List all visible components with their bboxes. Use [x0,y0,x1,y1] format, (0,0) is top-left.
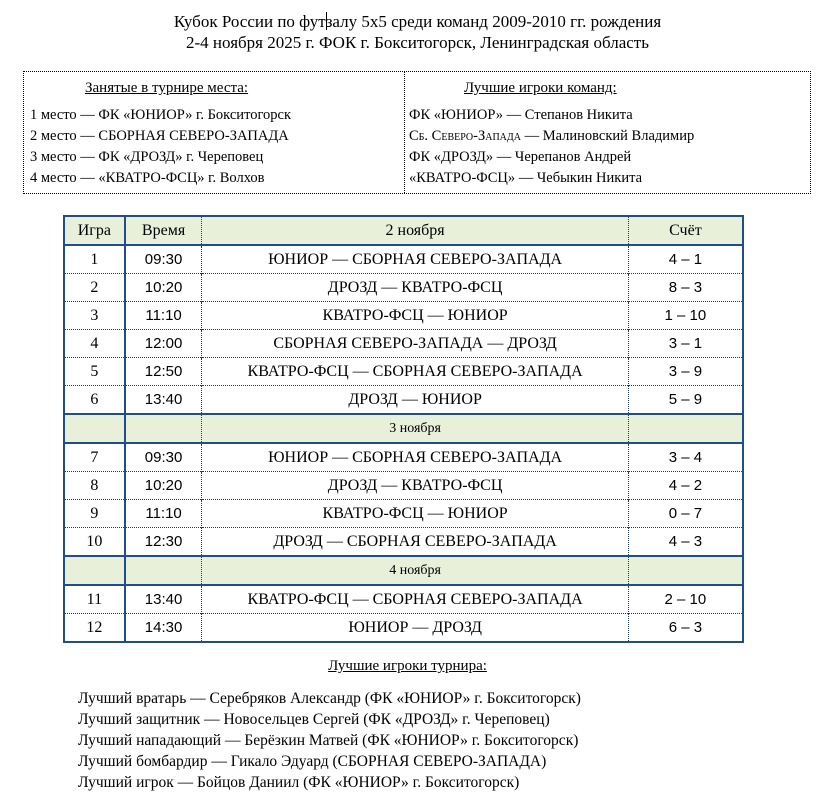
empty-cell [64,556,125,585]
schedule-body [64,245,743,642]
game-time: 09:30 [125,245,202,274]
game-match: СБОРНАЯ СЕВЕРО-ЗАПАДА — ДРОЗД [202,330,628,358]
table-row [64,245,743,274]
team-best-heading: Лучшие игроки команд: [464,80,617,96]
title-text-part: залу 5х5 среди команд 2009-2010 гг. рождения [325,12,662,31]
team-best-item [409,126,810,147]
player-name: — Чебыкин Никита [515,170,643,186]
game-number: 12 [64,614,125,643]
game-score: 0 – 7 [628,500,743,528]
document-title-line-1 [0,11,835,32]
award-item: Лучший бомбардир — Гикало Эдуард (СБОРНАЯ СЕВЕРО-ЗАПАДА) [78,753,547,770]
team-name: ФК «ДРОЗД» [409,149,494,165]
game-time: 10:20 [125,472,202,500]
player-name: — Степанов Никита [503,107,633,123]
date-separator-row [64,556,743,585]
game-match: ЮНИОР — СБОРНАЯ СЕВЕРО-ЗАПАДА [202,443,628,472]
game-number: 9 [64,500,125,528]
game-match: КВАТРО-ФСЦ — СБОРНАЯ СЕВЕРО-ЗАПАДА [202,585,628,614]
game-score: 5 – 9 [628,386,743,415]
table-header-row [64,216,743,245]
table-row [64,585,743,614]
game-number: 5 [64,358,125,386]
empty-cell [125,556,202,585]
title-text-part: Кубок России по фут [173,12,326,31]
places-section [24,72,405,193]
game-score: 4 – 2 [628,472,743,500]
table-row [64,614,743,643]
column-header-time: Время [125,216,202,245]
award-item: Лучший игрок — Бойцов Даниил (ФК «ЮНИОР» г. Бокситогорск) [78,774,520,791]
team-best-section [405,72,810,193]
game-number: 6 [64,386,125,415]
player-name: — Черепанов Андрей [493,149,632,165]
game-time: 12:50 [125,358,202,386]
game-number: 2 [64,274,125,302]
game-score: 2 – 10 [628,585,743,614]
game-match: КВАТРО-ФСЦ — ЮНИОР [202,302,628,330]
place-item: 3 место — ФК «ДРОЗД» г. Череповец [30,149,264,165]
place-item: 4 место — «КВАТРО-ФСЦ» г. Волхов [30,170,265,186]
table-row [64,358,743,386]
award-item: Лучший защитник — Новосельцев Сергей (ФК «ДРОЗД» г. Череповец) [78,711,550,728]
empty-cell [64,414,125,443]
table-row [64,443,743,472]
team-best-item [409,105,810,126]
schedule-table [63,215,744,643]
game-match: ДРОЗД — КВАТРО-ФСЦ [202,274,628,302]
game-number: 7 [64,443,125,472]
game-time: 12:30 [125,528,202,557]
game-time: 11:10 [125,500,202,528]
table-row [64,500,743,528]
game-score: 8 – 3 [628,274,743,302]
award-item: Лучший вратарь — Серебряков Александр (ФК «ЮНИОР» г. Бокситогорск) [78,690,581,707]
team-best-item [409,147,810,168]
game-time: 11:10 [125,302,202,330]
game-score: 4 – 1 [628,245,743,274]
game-time: 13:40 [125,585,202,614]
game-number: 10 [64,528,125,557]
game-match: ЮНИОР — ДРОЗД [202,614,628,643]
table-row [64,274,743,302]
column-header-date: 2 ноября [202,216,628,245]
table-row [64,472,743,500]
game-score: 4 – 3 [628,528,743,557]
game-time: 13:40 [125,386,202,415]
game-match: ДРОЗД — КВАТРО-ФСЦ [202,472,628,500]
place-item: 1 место — ФК «ЮНИОР» г. Бокситогорск [30,107,292,123]
team-name: «КВАТРО-ФСЦ» [409,170,516,186]
game-match: ЮНИОР — СБОРНАЯ СЕВЕРО-ЗАПАДА [202,245,628,274]
table-row [64,386,743,415]
team-name: Сб. Северо-Запада [409,128,521,144]
game-match: ДРОЗД — СБОРНАЯ СЕВЕРО-ЗАПАДА [202,528,628,557]
table-row [64,302,743,330]
game-match: КВАТРО-ФСЦ — ЮНИОР [202,500,628,528]
game-time: 09:30 [125,443,202,472]
date-label: 3 ноября [202,414,628,443]
place-item: 2 место — СБОРНАЯ СЕВЕРО-ЗАПАДА [30,128,289,144]
game-score: 3 – 9 [628,358,743,386]
game-match: ДРОЗД — ЮНИОР [202,386,628,415]
game-score: 3 – 1 [628,330,743,358]
game-number: 1 [64,245,125,274]
game-time: 14:30 [125,614,202,643]
team-best-item [409,168,810,189]
team-name: ФК «ЮНИОР» [409,107,503,123]
game-match: КВАТРО-ФСЦ — СБОРНАЯ СЕВЕРО-ЗАПАДА [202,358,628,386]
game-time: 12:00 [125,330,202,358]
document-title-line-2: 2-4 ноября 2025 г. ФОК г. Бокситогорск, Ленинградская область [186,33,649,52]
column-header-score: Счёт [628,216,743,245]
date-separator-row [64,414,743,443]
game-score: 1 – 10 [628,302,743,330]
tournament-best-section [0,656,835,791]
game-number: 11 [64,585,125,614]
date-label: 4 ноября [202,556,628,585]
empty-cell [125,414,202,443]
game-time: 10:20 [125,274,202,302]
game-score: 3 – 4 [628,443,743,472]
column-header-game: Игра [64,216,125,245]
game-number: 8 [64,472,125,500]
game-number: 3 [64,302,125,330]
tournament-best-heading: Лучшие игроки турнира: [328,658,487,674]
table-row [64,528,743,557]
player-name: — Малиновский Владимир [520,128,695,144]
places-heading: Занятые в турнире места: [85,80,249,96]
empty-cell [628,414,743,443]
empty-cell [628,556,743,585]
table-row [64,330,743,358]
tournament-best-list [78,688,581,793]
results-box [23,71,811,194]
award-item: Лучший нападающий — Берёзкин Матвей (ФК «ЮНИОР» г. Бокситогорск) [78,732,579,749]
game-number: 4 [64,330,125,358]
game-score: 6 – 3 [628,614,743,643]
